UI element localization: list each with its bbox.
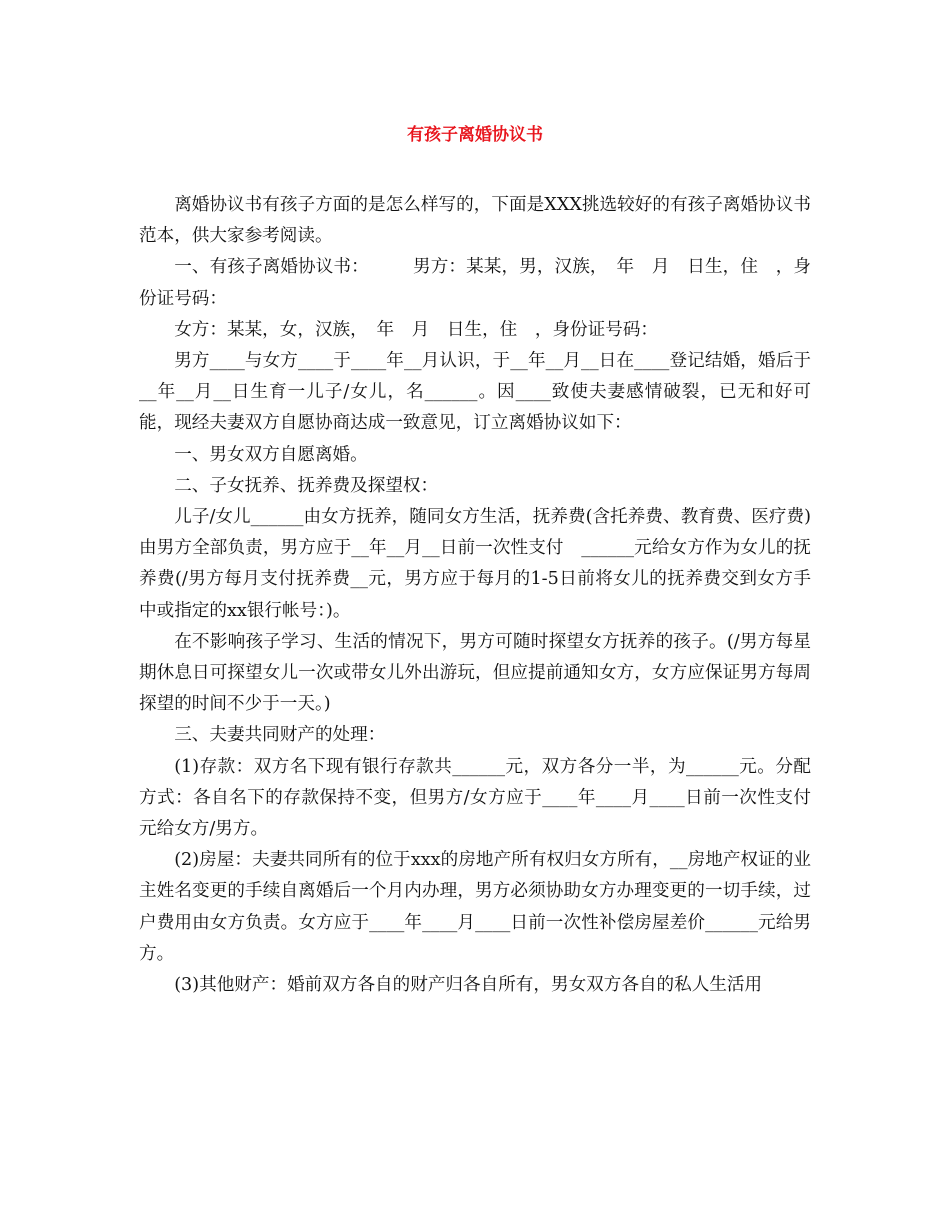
document-body [139,190,829,1001]
document-title: 有孩子离婚协议书 [407,125,543,145]
paragraph-male-party: 一、有孩子离婚协议书： 男方：某某，男，汉族， 年 月 日生，住 ，身份证号码： [139,257,811,309]
paragraph-deposits: (1)存款：双方名下现有银行存款共______元，双方各分一半，为______元。分配方式：各自名下的存款保持不变，但男方/女方应于____年____月____日前一次性支付 元给女方/男方。 [139,756,829,840]
paragraph-clause-1: 一、男女双方自愿离婚。 [174,444,368,465]
paragraph-visitation: 在不影响孩子学习、生活的情况下，男方可随时探望女方抚养的孩子。(/男方每星期休息日可探望女儿一次或带女儿外出游玩，但应提前通知女方，女方应保证男方每周探望的时间不少于一天。) [139,631,811,715]
paragraph-intro: 离婚协议书有孩子方面的是怎么样写的，下面是XXX挑选较好的有孩子离婚协议书范本，供大家参考阅读。 [139,195,811,247]
paragraph-child-support: 儿子/女儿______由女方抚养，随同女方生活，抚养费(含托养费、教育费、医疗费)由男方全部负责，男方应于__年__月__日前一次性支付 ______元给女方作为女儿的抚养费(/男方每月支付抚养费__元，男方应于每月的1-5日前将女儿的抚养费交到女方手中或指定的xx银行帐号：)。 [139,507,811,621]
paragraph-housing: (2)房屋：夫妻共同所有的位于xxx的房地产所有权归女方所有，__房地产权证的业主姓名变更的手续自离婚后一个月内办理，男方必须协助女方办理变更的一切手续，过户费用由女方负责。女方应于____年____月____日前一次性补偿房屋差价______元给男方。 [139,850,811,964]
paragraph-clause-2-heading: 二、子女抚养、抚养费及探望权： [174,475,439,496]
paragraph-female-party: 女方：某某，女，汉族， 年 月 日生，住 ，身份证号码： [174,319,659,340]
paragraph-background: 男方____与女方____于____年__月认识，于__年__月__日在____登记结婚，婚后于__年__月__日生育一儿子/女儿，名______。因____致使夫妻感情破裂，已无和好可能，现经夫妻双方自愿协商达成一致意见，订立离婚协议如下： [139,351,811,434]
paragraph-clause-3-heading: 三、夫妻共同财产的处理： [174,725,386,746]
paragraph-other-property: (3)其他财产：婚前双方各自的财产归各自所有，男女双方各自的私人生活用 [174,975,763,996]
